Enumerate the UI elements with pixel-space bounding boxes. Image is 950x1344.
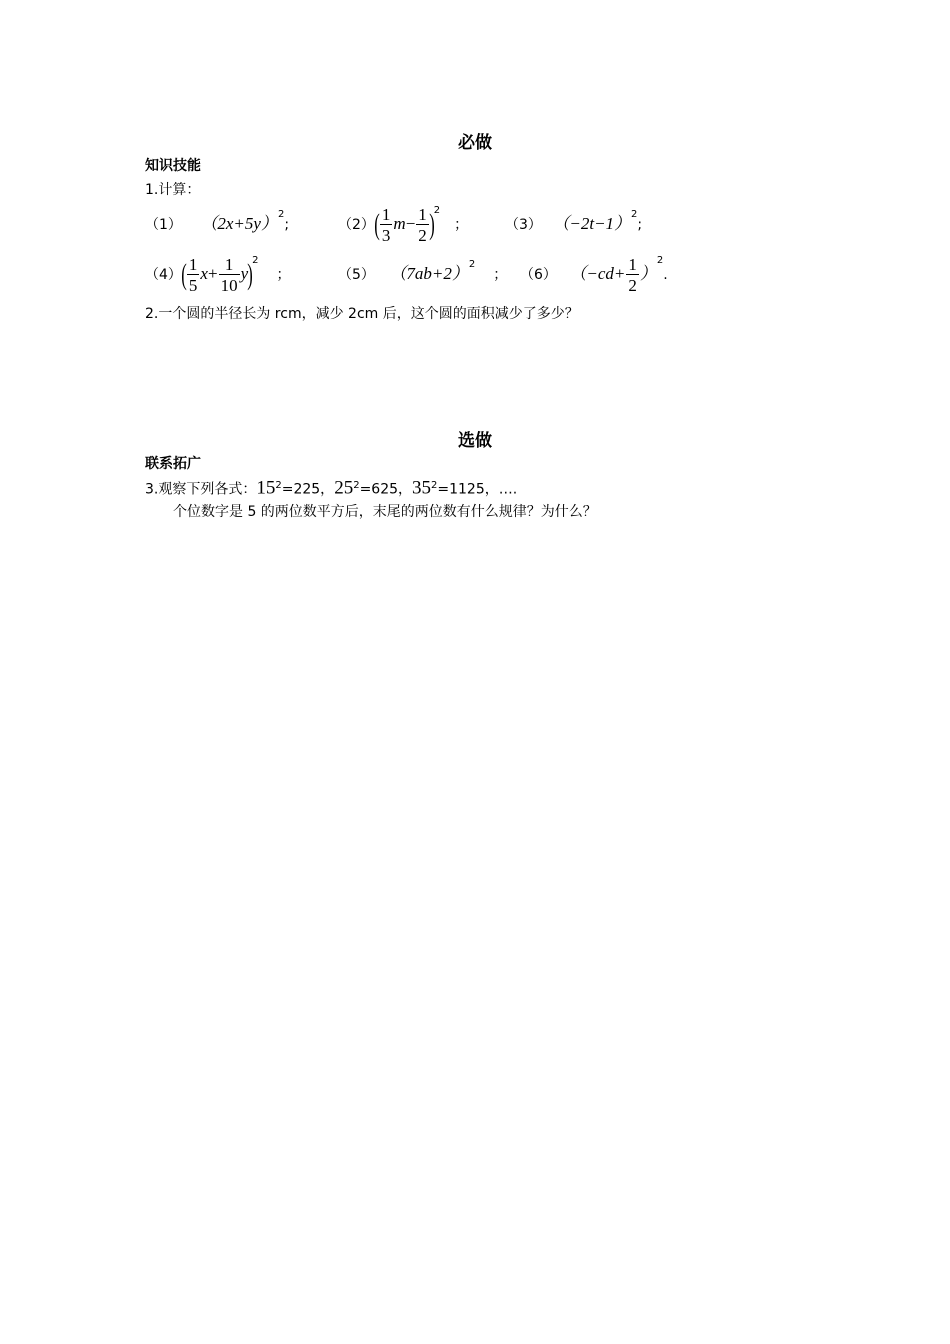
item-4-number: （4）: [145, 267, 182, 283]
item-4-fraction-a: $\frac{1}{5}$: [188, 255, 198, 295]
item-1: [145, 204, 289, 244]
item-2: （2）( $\frac{1}{3}$ m− $\frac{1}{2}$ )$^2$；: [338, 205, 469, 245]
item-1-number: （1）: [145, 217, 182, 233]
item-2-operator: −: [405, 214, 416, 233]
item-1-exponent: 2: [277, 209, 285, 220]
question-3-prefix: 3.观察下列各式：: [145, 481, 257, 498]
item-3-expression: （−2t−1）: [552, 214, 632, 233]
item-5-expression: （7ab+2）: [389, 264, 469, 283]
item-6-tail: .: [663, 267, 668, 283]
subsection-knowledge-skills: 知识技能: [145, 158, 201, 174]
item-5-tail: ；: [493, 267, 508, 283]
item-2-variable: m: [393, 214, 406, 233]
item-1-tail: ;: [284, 217, 290, 233]
section-title-required: 必做: [458, 133, 492, 153]
item-5-exponent: 2: [468, 259, 476, 270]
item-6-expression-end: ）: [639, 264, 657, 283]
item-1-expression: （2x+5y）: [200, 214, 278, 233]
item-2-tail: ；: [454, 217, 469, 233]
power-1-exponent: 2: [275, 480, 282, 491]
item-6-expression-start: （−cd+: [569, 264, 626, 283]
item-6-exponent: 2: [656, 255, 664, 266]
power-3-result: =1125，….: [437, 481, 518, 498]
question-3: [145, 474, 517, 502]
item-2-number: （2）: [338, 217, 375, 233]
power-2-base: 25: [334, 477, 354, 499]
item-4-fraction-b: $\frac{1}{10}$: [220, 255, 238, 295]
section-title-optional: 选做: [458, 431, 492, 451]
item-4-variable-y: y: [240, 264, 249, 283]
item-5-number: （5）: [338, 267, 375, 283]
item-4: （4）( $\frac{1}{5}$ x+ $\frac{1}{10}$ y)$^2$；: [145, 255, 291, 295]
power-1-base: 15: [256, 477, 276, 499]
power-2-result: =625，: [359, 481, 413, 498]
item-5: [338, 254, 507, 294]
item-6: [520, 250, 668, 298]
power-2-exponent: 2: [353, 480, 360, 491]
power-3-base: 35: [412, 477, 432, 499]
item-2-fraction-b: $\frac{1}{2}$: [418, 205, 427, 245]
item-4-variable-x: x: [200, 264, 208, 283]
item-3-number: （3）: [505, 217, 542, 233]
question-1-label: 1.计算：: [145, 182, 201, 198]
item-4-tail: ；: [276, 267, 291, 283]
power-3-exponent: 2: [431, 480, 438, 491]
question-2: 2.一个圆的半径长为 rcm，减少 2cm 后，这个圆的面积减少了多少？: [145, 306, 579, 322]
power-1-result: =225，: [281, 481, 335, 498]
item-3: [505, 204, 642, 244]
item-6-fraction: $\frac{1}{2}$: [628, 255, 637, 295]
item-4-operator: +: [207, 264, 218, 283]
question-3-question: 个位数字是 5 的两位数平方后，末尾的两位数有什么规律？为什么？: [173, 504, 597, 520]
subsection-extension: 联系拓广: [145, 456, 201, 472]
item-6-number: （6）: [520, 267, 557, 283]
item-3-tail: ;: [637, 217, 643, 233]
item-4-exponent: 2: [252, 255, 259, 266]
item-3-exponent: 2: [631, 209, 638, 220]
item-2-exponent: 2: [433, 205, 441, 216]
item-2-fraction-a: $\frac{1}{3}$: [381, 205, 391, 245]
